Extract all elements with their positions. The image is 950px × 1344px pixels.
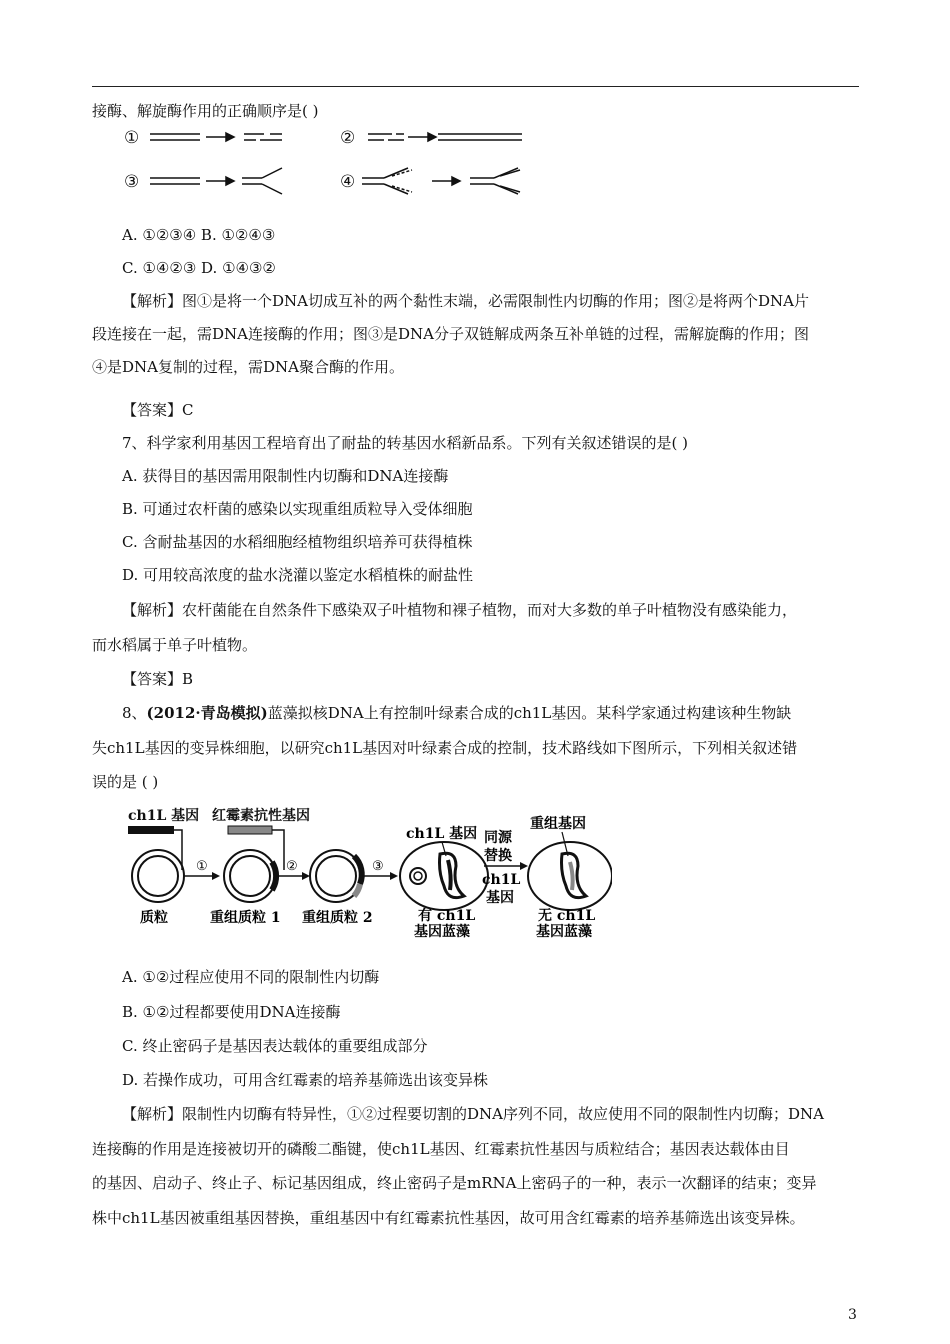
q8-option-d: D. 若操作成功，可用含红霉素的培养基筛选出该变异株 (122, 1071, 489, 1089)
fig-arrow-top-1: 同源 (484, 830, 512, 846)
q8-analysis-3: 的基因、启动子、终止子、标记基因组成，终止密码子是mRNA上密码子的一种，表示一次翻译的结束；变异 (92, 1174, 817, 1192)
header-rule (92, 86, 859, 87)
fig-step2: ② (286, 859, 298, 874)
q8-figure (122, 804, 612, 940)
q8-option-b: B. ①②过程都要使用DNA连接酶 (122, 1003, 341, 1021)
q7-option-c: C. 含耐盐基因的水稻细胞经植物组织培养可获得植株 (122, 533, 473, 551)
q6-analysis-3: ④是DNA复制的过程，需DNA聚合酶的作用。 (92, 358, 404, 376)
q8-stem-3: 误的是 ( ) (92, 773, 159, 791)
fig-arrow-top-2: 替换 (484, 848, 512, 864)
fig-gene2: 红霉素抗性基因 (212, 808, 310, 824)
fig-arrow-bot-2: 基因 (486, 890, 514, 906)
q8-number: 8、 (122, 704, 147, 722)
fig-cell1-gene: ch1L 基因 (406, 826, 478, 842)
q6-options-ab: A. ①②③④ B. ①②④③ (122, 226, 276, 244)
fig-cell2-gene: 重组基因 (530, 816, 586, 832)
fig-step1: ① (196, 859, 208, 874)
diagram-label-4: ④ (340, 172, 356, 192)
q6-answer: 【答案】C (122, 401, 194, 419)
fig-arrow-bot-1: ch1L (482, 872, 521, 888)
q8-source: (2012·青岛模拟) (146, 704, 268, 722)
q8-option-a: A. ①②过程应使用不同的限制性内切酶 (122, 968, 380, 986)
q7-analysis-2: 而水稻属于单子叶植物。 (92, 636, 258, 654)
q8-stem-1 (122, 703, 791, 723)
diagram-label-3: ③ (124, 172, 140, 192)
fig-cell1-caption-1: 有 ch1L (418, 908, 476, 924)
q7-option-a: A. 获得目的基因需用限制性内切酶和DNA连接酶 (122, 467, 449, 485)
q8-stem-2: 失ch1L基因的变异株细胞，以研究ch1L基因对叶绿素合成的控制，技术路线如下图所示，下列相关叙述错 (92, 739, 798, 757)
q7-option-d: D. 可用较高浓度的盐水浇灌以鉴定水稻植株的耐盐性 (122, 566, 474, 584)
q8-option-c: C. 终止密码子是基因表达载体的重要组成部分 (122, 1037, 428, 1055)
q7-analysis-1: 【解析】农杆菌能在自然条件下感染双子叶植物和裸子植物，而对大多数的单子叶植物没有感染能力， (122, 601, 798, 619)
page-number: 3 (848, 1307, 857, 1323)
q7-option-b: B. 可通过农杆菌的感染以实现重组质粒导入受体细胞 (122, 500, 473, 518)
diagram-label-2: ② (340, 128, 356, 148)
q7-answer: 【答案】B (122, 670, 194, 688)
q6-dna-diagrams (122, 124, 542, 204)
fig-cell2-caption-2: 基因蓝藻 (536, 924, 592, 940)
q8-analysis-4: 株中ch1L基因被重组基因替换，重组基因中有红霉素抗性基因，故可用含红霉素的培养基筛选出该变异株。 (92, 1209, 805, 1227)
fig-gene1: ch1L 基因 (128, 808, 200, 824)
q6-analysis-1: 【解析】图①是将一个DNA切成互补的两个黏性末端，必需限制性内切酶的作用；图②是将两个DNA片 (122, 292, 809, 310)
fig-step3: ③ (372, 859, 384, 874)
q6-options-cd: C. ①④②③ D. ①④③② (122, 259, 276, 277)
q6-stem-tail: 接酶、解旋酶作用的正确顺序是( ) (92, 102, 319, 120)
q8-stem-text-1: 蓝藻拟核DNA上有控制叶绿素合成的ch1L基因。某科学家通过构建该种生物缺 (267, 704, 792, 722)
fig-cell1-caption-2: 基因蓝藻 (414, 924, 470, 940)
q8-analysis-1: 【解析】限制性内切酶有特异性，①②过程要切割的DNA序列不同，故应使用不同的限制性内切酶；DNA (122, 1105, 824, 1123)
fig-cell2-caption-1: 无 ch1L (538, 908, 596, 924)
diagram-label-1: ① (124, 128, 140, 148)
q7-stem: 7、科学家利用基因工程培育出了耐盐的转基因水稻新品系。下列有关叙述错误的是( ) (122, 434, 689, 452)
q6-analysis-2: 段连接在一起，需DNA连接酶的作用；图③是DNA分子双链解成两条互补单链的过程，需解旋酶的作用；图 (92, 325, 809, 343)
fig-recomb2-label: 重组质粒 2 (302, 910, 373, 926)
fig-plasmid-label: 质粒 (140, 910, 168, 926)
fig-recomb1-label: 重组质粒 1 (210, 910, 281, 926)
q8-analysis-2: 连接酶的作用是连接被切开的磷酸二酯键，使ch1L基因、红霉素抗性基因与质粒结合；基因表达载体由目 (92, 1140, 790, 1158)
